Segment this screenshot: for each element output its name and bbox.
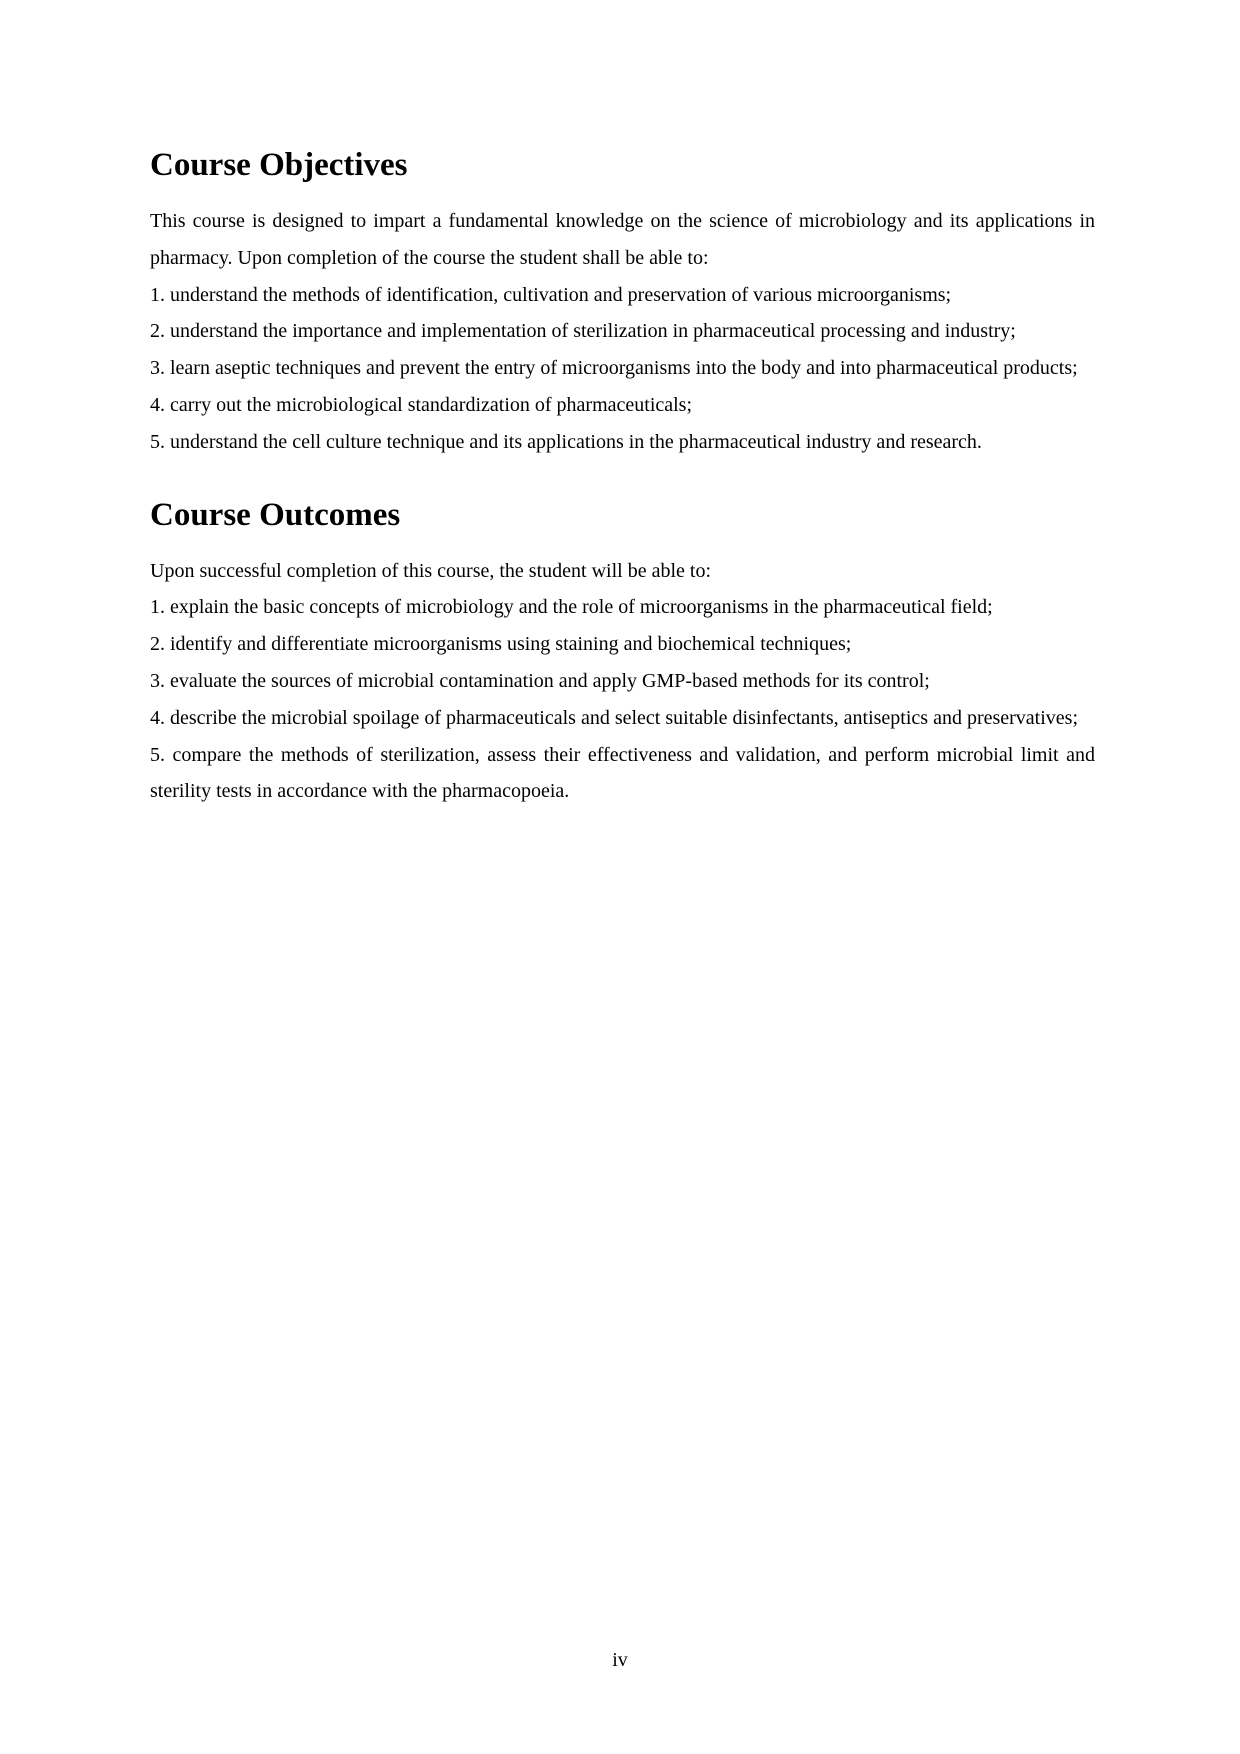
course-outcomes-heading: Course Outcomes	[150, 496, 401, 533]
objectives-intro: This course is designed to impart a fundamental knowledge on the science of microbiology and its applications in pharmacy. Upon completion of the course the student shall be able to:	[150, 210, 1095, 269]
course-objectives-section	[150, 145, 1095, 461]
course-objectives-heading: Course Objectives	[150, 147, 408, 183]
outcome-item-4: 4. describe the microbial spoilage of pharmaceuticals and select suitable disinfectants, antiseptics and preservatives;	[150, 706, 1079, 729]
outcome-item-5: 5. compare the methods of sterilization, assess their effectiveness and validation, and perform microbial limit and sterility tests in accordance with the pharmacopoeia.	[150, 743, 1095, 803]
objective-item-2: 2. understand the importance and implementation of sterilization in pharmaceutical processing and industry;	[150, 320, 1016, 343]
outcome-item-2: 2. identify and differentiate microorganisms using staining and biochemical techniques;	[150, 633, 852, 656]
outcome-item-1: 1. explain the basic concepts of microbiology and the role of microorganisms in the pharmaceutical field;	[150, 596, 993, 619]
objective-item-5: 5. understand the cell culture technique and its applications in the pharmaceutical industry and research.	[150, 430, 982, 453]
page-content	[150, 145, 1095, 810]
course-outcomes-section	[150, 495, 1095, 811]
outcome-item-3: 3. evaluate the sources of microbial contamination and apply GMP-based methods for its control;	[150, 669, 930, 692]
outcomes-intro: Upon successful completion of this course, the student will be able to:	[150, 559, 711, 582]
objective-item-3: 3. learn aseptic techniques and prevent the entry of microorganisms into the body and into pharmaceutical products;	[150, 357, 1078, 380]
objective-item-1: 1. understand the methods of identification, cultivation and preservation of various microorganisms;	[150, 283, 952, 306]
objective-item-4: 4. carry out the microbiological standardization of pharmaceuticals;	[150, 393, 693, 416]
page-number: iv	[612, 1649, 628, 1671]
